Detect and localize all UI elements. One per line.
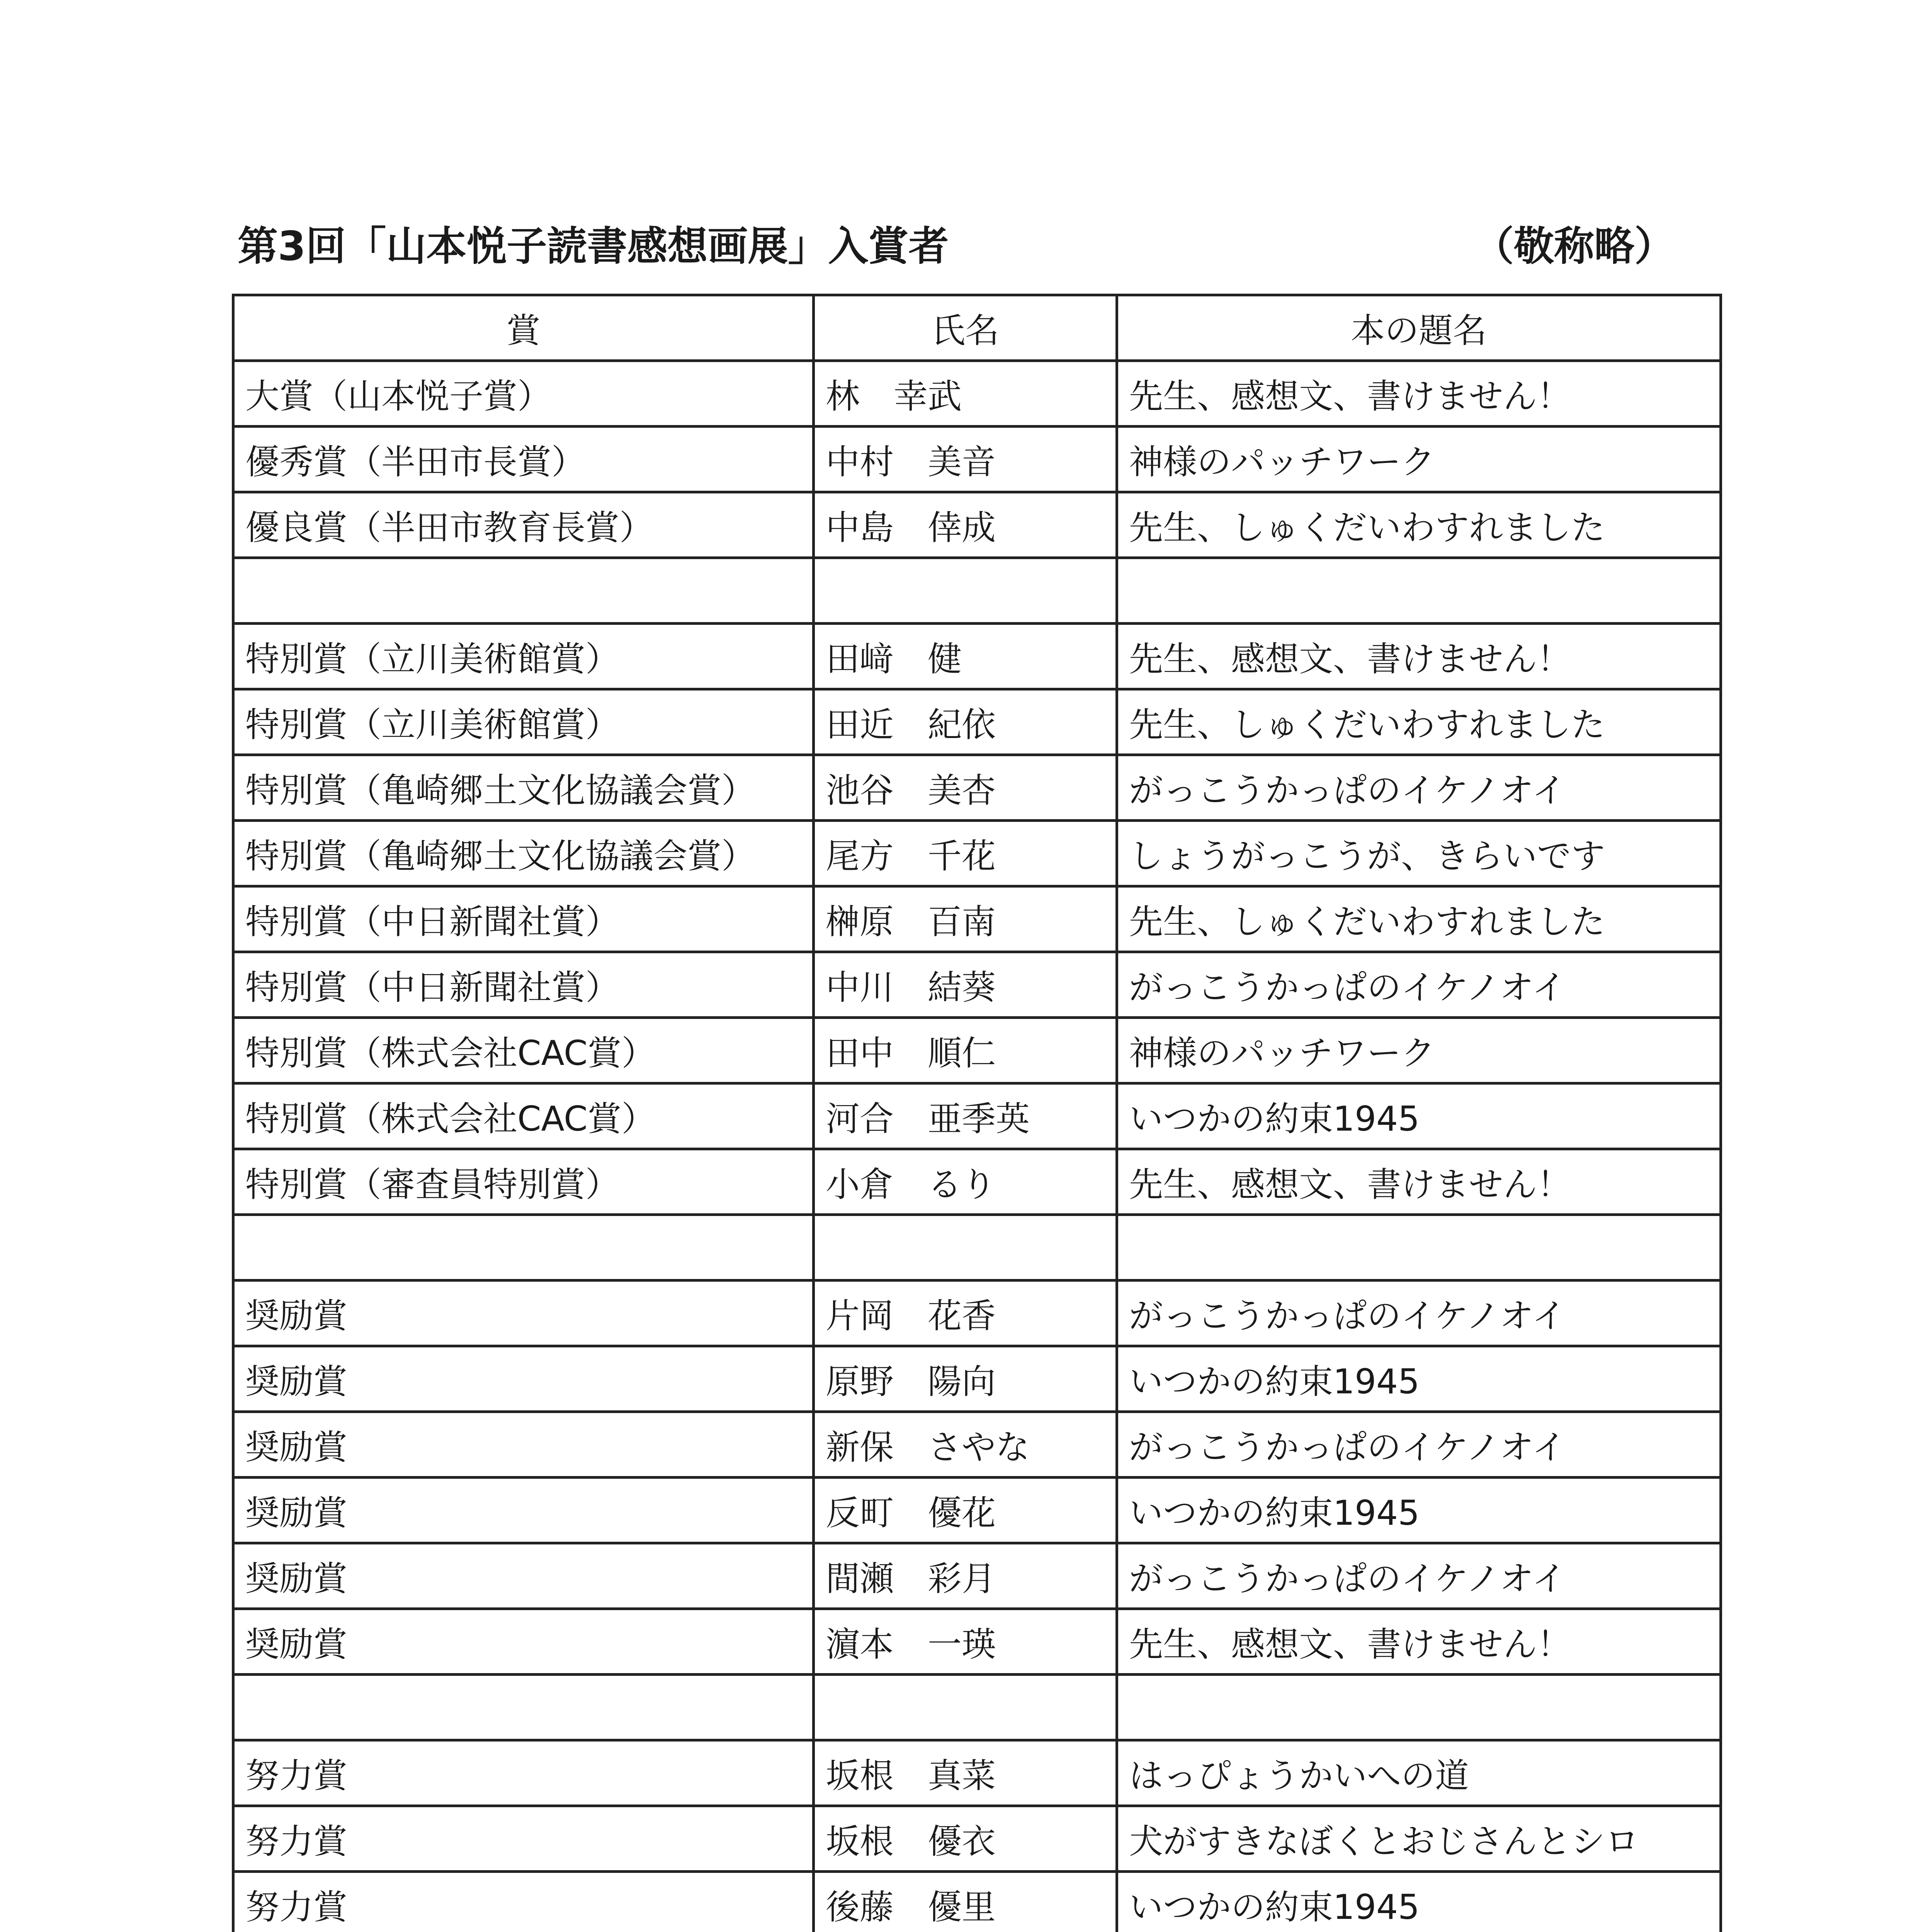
name-cell: 坂根 真菜 — [814, 1740, 1117, 1806]
name-cell: 間瀬 彩月 — [814, 1543, 1117, 1609]
award-cell: 特別賞（株式会社CAC賞） — [233, 1083, 814, 1149]
award-cell: 大賞（山本悦子賞） — [233, 361, 814, 427]
table-row — [233, 558, 1721, 624]
book-title-cell: がっこうかっぱのイケノオイ — [1117, 1543, 1721, 1609]
book-title-cell — [1117, 1215, 1721, 1281]
table-row — [233, 361, 1721, 427]
book-title-cell: 先生、しゅくだいわすれました — [1117, 689, 1721, 755]
award-cell: 特別賞（立川美術館賞） — [233, 624, 814, 689]
table-row — [233, 492, 1721, 558]
header-book-title: 本の題名 — [1117, 295, 1721, 361]
name-cell: 濵本 一瑛 — [814, 1609, 1117, 1675]
award-cell: 努力賞 — [233, 1740, 814, 1806]
name-cell: 新保 さやな — [814, 1412, 1117, 1478]
name-cell: 小倉 るり — [814, 1149, 1117, 1215]
name-cell: 榊原 百南 — [814, 886, 1117, 952]
name-cell: 河合 亜季英 — [814, 1083, 1117, 1149]
award-cell: 特別賞（中日新聞社賞） — [233, 886, 814, 952]
table-row — [233, 952, 1721, 1018]
table-row — [233, 1149, 1721, 1215]
name-cell: 坂根 優衣 — [814, 1806, 1117, 1872]
table-row — [233, 1609, 1721, 1675]
award-cell: 奨励賞 — [233, 1543, 814, 1609]
book-title-cell: 先生、感想文、書けません！ — [1117, 1609, 1721, 1675]
table-row — [233, 886, 1721, 952]
award-cell: 努力賞 — [233, 1872, 814, 1932]
book-title-cell: いつかの約束1945 — [1117, 1083, 1721, 1149]
name-cell — [814, 1675, 1117, 1740]
table-row — [233, 1478, 1721, 1543]
table-row — [233, 1412, 1721, 1478]
table-row — [233, 624, 1721, 689]
name-cell — [814, 558, 1117, 624]
book-title-cell: いつかの約束1945 — [1117, 1346, 1721, 1412]
table-row — [233, 689, 1721, 755]
award-cell — [233, 1675, 814, 1740]
header-name: 氏名 — [814, 295, 1117, 361]
name-cell: 林 幸武 — [814, 361, 1117, 427]
header-award: 賞 — [233, 295, 814, 361]
book-title-cell: がっこうかっぱのイケノオイ — [1117, 1281, 1721, 1346]
book-title-cell: 神様のパッチワーク — [1117, 1018, 1721, 1083]
book-title-cell: 神様のパッチワーク — [1117, 427, 1721, 492]
name-cell: 原野 陽向 — [814, 1346, 1117, 1412]
book-title-cell: 先生、感想文、書けません！ — [1117, 624, 1721, 689]
award-cell: 優良賞（半田市教育長賞） — [233, 492, 814, 558]
name-cell: 中島 倖成 — [814, 492, 1117, 558]
table-row — [233, 1675, 1721, 1740]
table-row — [233, 1543, 1721, 1609]
name-cell: 中村 美音 — [814, 427, 1117, 492]
award-cell: 奨励賞 — [233, 1281, 814, 1346]
name-cell: 田近 紀依 — [814, 689, 1117, 755]
table-row — [233, 1215, 1721, 1281]
table-row — [233, 427, 1721, 492]
table-row — [233, 1740, 1721, 1806]
table-row — [233, 1872, 1721, 1932]
book-title-cell: 先生、しゅくだいわすれました — [1117, 886, 1721, 952]
name-cell: 中川 結葵 — [814, 952, 1117, 1018]
book-title-cell: 先生、感想文、書けません！ — [1117, 1149, 1721, 1215]
table-row — [233, 1346, 1721, 1412]
name-cell: 田﨑 健 — [814, 624, 1117, 689]
table-row — [233, 755, 1721, 821]
name-cell: 片岡 花香 — [814, 1281, 1117, 1346]
award-cell: 特別賞（立川美術館賞） — [233, 689, 814, 755]
award-cell: 奨励賞 — [233, 1478, 814, 1543]
book-title-cell: しょうがっこうが、きらいです — [1117, 821, 1721, 886]
book-title-cell — [1117, 558, 1721, 624]
honorific-note: （敬称略） — [1473, 223, 1675, 270]
award-cell — [233, 1215, 814, 1281]
table-header-row — [233, 295, 1721, 361]
table-row — [233, 1083, 1721, 1149]
document-title: 第3回「山本悦子読書感想画展」入賞者 — [238, 223, 949, 270]
book-title-cell: 先生、感想文、書けません！ — [1117, 361, 1721, 427]
name-cell: 後藤 優里 — [814, 1872, 1117, 1932]
award-cell: 奨励賞 — [233, 1609, 814, 1675]
table-row — [233, 1018, 1721, 1083]
name-cell: 池谷 美杏 — [814, 755, 1117, 821]
book-title-cell: がっこうかっぱのイケノオイ — [1117, 755, 1721, 821]
award-cell: 特別賞（審査員特別賞） — [233, 1149, 814, 1215]
book-title-cell: いつかの約束1945 — [1117, 1478, 1721, 1543]
award-cell: 特別賞（亀崎郷土文化協議会賞） — [233, 821, 814, 886]
table-row — [233, 821, 1721, 886]
award-winners-table — [232, 294, 1722, 1932]
book-title-cell — [1117, 1675, 1721, 1740]
book-title-cell: がっこうかっぱのイケノオイ — [1117, 1412, 1721, 1478]
award-cell: 優秀賞（半田市長賞） — [233, 427, 814, 492]
name-cell — [814, 1215, 1117, 1281]
name-cell: 田中 順仁 — [814, 1018, 1117, 1083]
award-cell: 奨励賞 — [233, 1412, 814, 1478]
award-cell: 特別賞（中日新聞社賞） — [233, 952, 814, 1018]
book-title-cell: 犬がすきなぼくとおじさんとシロ — [1117, 1806, 1721, 1872]
award-cell: 特別賞（亀崎郷土文化協議会賞） — [233, 755, 814, 821]
book-title-cell: がっこうかっぱのイケノオイ — [1117, 952, 1721, 1018]
award-cell — [233, 558, 814, 624]
name-cell: 反町 優花 — [814, 1478, 1117, 1543]
name-cell: 尾方 千花 — [814, 821, 1117, 886]
table-body — [233, 361, 1721, 1932]
book-title-cell: 先生、しゅくだいわすれました — [1117, 492, 1721, 558]
table-row — [233, 1806, 1721, 1872]
award-cell: 奨励賞 — [233, 1346, 814, 1412]
table-row — [233, 1281, 1721, 1346]
book-title-cell: いつかの約束1945 — [1117, 1872, 1721, 1932]
book-title-cell: はっぴょうかいへの道 — [1117, 1740, 1721, 1806]
award-cell: 特別賞（株式会社CAC賞） — [233, 1018, 814, 1083]
award-cell: 努力賞 — [233, 1806, 814, 1872]
